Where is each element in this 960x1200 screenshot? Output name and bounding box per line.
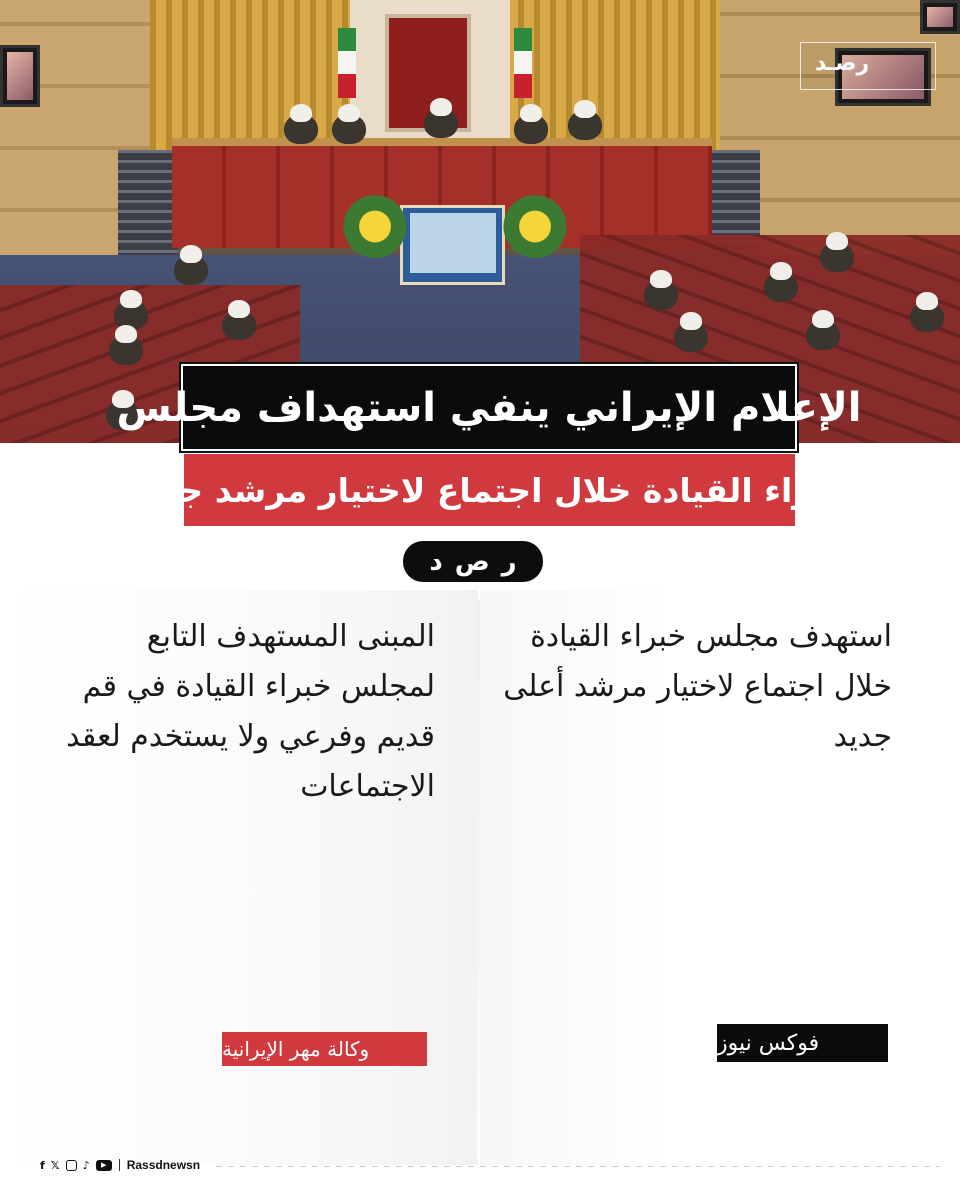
column-divider xyxy=(477,600,480,1160)
person xyxy=(180,245,202,263)
headline-line-2: خبراء القيادة خلال اجتماع لاختيار مرشد جديد xyxy=(128,470,851,510)
person xyxy=(430,98,452,116)
person xyxy=(115,325,137,343)
x-icon[interactable]: 𝕏 xyxy=(50,1158,60,1172)
facebook-icon[interactable]: f xyxy=(40,1158,45,1172)
podium-sign xyxy=(410,213,496,273)
person xyxy=(650,270,672,288)
person xyxy=(770,262,792,280)
person xyxy=(680,312,702,330)
claim-text-fox: استهدف مجلس خبراء القيادة خلال اجتماع لاختيار مرشد أعلى جديد xyxy=(503,619,892,754)
youtube-icon[interactable]: ▶ xyxy=(96,1160,112,1171)
source-label-fox: فوكس نيوز xyxy=(717,1024,888,1062)
person xyxy=(826,232,848,250)
person xyxy=(120,290,142,308)
tv-screen-top xyxy=(920,0,960,34)
footer-separator xyxy=(119,1159,120,1171)
footer xyxy=(40,1154,940,1176)
claim-text-mehr: المبنى المستهدف التابع لمجلس خبراء القيادة في قم قديم وفرعي ولا يستخدم لعقد الاجتماعات xyxy=(66,619,435,804)
source-label-mehr: وكالة مهر الإيرانية xyxy=(222,1032,427,1066)
person xyxy=(916,292,938,310)
instagram-icon[interactable] xyxy=(66,1160,77,1171)
door xyxy=(385,14,471,132)
rasd-emblem xyxy=(403,541,543,582)
person xyxy=(574,100,596,118)
person xyxy=(812,310,834,328)
flowers-right xyxy=(500,195,570,265)
person xyxy=(290,104,312,122)
footer-handle[interactable]: Rassdnewsn xyxy=(126,1158,201,1172)
emblem-glyph: ر xyxy=(501,546,517,577)
channel-logo xyxy=(800,42,936,90)
emblem-glyph: ص xyxy=(454,546,490,577)
footer-dotted-line xyxy=(216,1166,940,1167)
stairs-left xyxy=(118,150,178,260)
emblem-glyph: د xyxy=(429,546,443,577)
flowers-left xyxy=(340,195,410,265)
flag-icon xyxy=(514,28,532,98)
tiktok-icon[interactable]: ♪ xyxy=(82,1158,90,1172)
social-icons xyxy=(40,1159,112,1172)
flag-icon xyxy=(338,28,356,98)
logo-text: رصـد xyxy=(815,51,870,76)
tv-screen-left xyxy=(0,45,40,107)
person xyxy=(228,300,250,318)
headline-box-red xyxy=(128,454,851,526)
person xyxy=(520,104,542,122)
headline-box-black xyxy=(116,364,862,451)
headline-line-1: الإعلام الإيراني ينفي استهداف مجلس xyxy=(116,384,862,431)
person xyxy=(338,104,360,122)
